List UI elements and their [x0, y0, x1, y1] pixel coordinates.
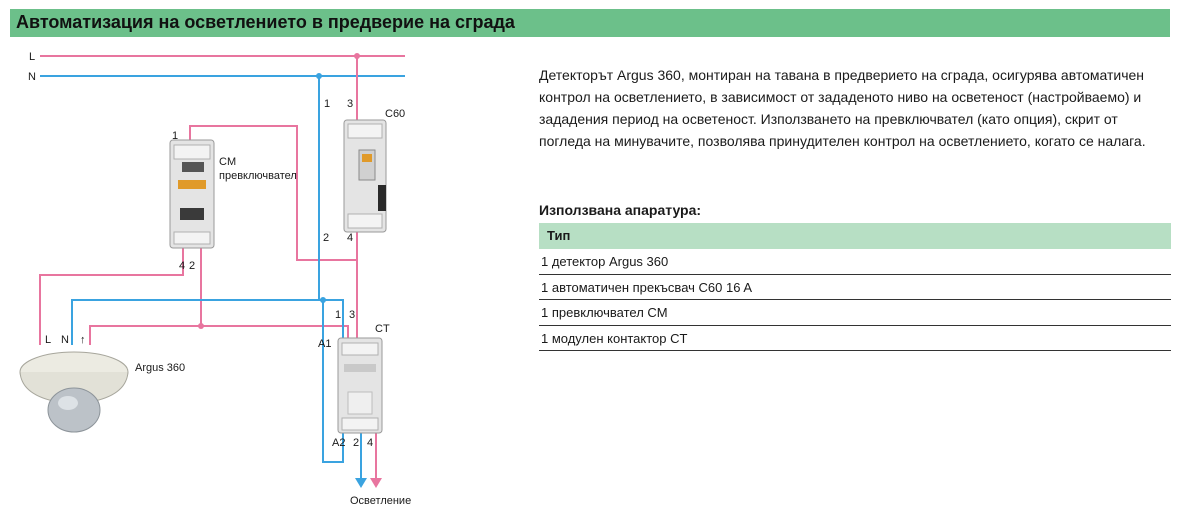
equipment-row: 1 модулен контактор CT: [539, 326, 1171, 352]
neutral-wiring: [72, 76, 361, 478]
cm-terminal-top: 1: [172, 130, 179, 142]
line-l-label: L: [29, 51, 36, 63]
c60-label: C60: [385, 108, 406, 120]
junction-l: [354, 53, 360, 59]
equipment-title: Използвана апаратура:: [539, 202, 702, 218]
argus-terminal-l: L: [45, 334, 52, 346]
equipment-table: [539, 223, 1171, 351]
ct-terminal-1: 1: [335, 309, 342, 321]
argus-terminal-out: ↑: [80, 334, 86, 346]
ct-terminal-a2: A2: [332, 437, 346, 449]
equipment-row: 1 превключвател CM: [539, 300, 1171, 326]
c60-terminal-top: 3: [347, 98, 354, 110]
ct-terminal-a1: A1: [318, 338, 332, 350]
cm-terminal-4: 4: [179, 260, 186, 272]
cm-terminal-2: 2: [189, 260, 196, 272]
output-label: Осветление: [350, 495, 412, 507]
argus-360-detector: [20, 352, 128, 432]
wiring-diagram: [0, 40, 520, 512]
page-title: Автоматизация на осветлението в предверие на сграда: [16, 12, 515, 32]
argus-terminal-n: N: [61, 334, 69, 346]
equipment-table-header: Тип: [539, 223, 1171, 249]
junction-n-ct: [320, 297, 326, 303]
junction-cm-out: [198, 323, 204, 329]
ct-contactor: [338, 338, 382, 433]
ct-terminal-2: 2: [353, 437, 360, 449]
n-bottom-label: 2: [323, 232, 330, 244]
ct-terminal-4: 4: [367, 437, 374, 449]
equipment-row: 1 детектор Argus 360: [539, 249, 1171, 275]
cm-switch: [170, 140, 214, 248]
output-arrow-live: [370, 478, 382, 488]
ct-terminal-3: 3: [349, 309, 356, 321]
line-n-label: N: [28, 71, 36, 83]
argus-label: Argus 360: [135, 362, 186, 374]
cm-label: CM: [219, 156, 237, 168]
c60-breaker: [344, 120, 386, 232]
cm-label-2: превключвател: [219, 170, 297, 182]
output-arrow-neutral: [355, 478, 367, 488]
title-bar: [10, 9, 1170, 37]
n-top-label: 1: [324, 98, 331, 110]
description: Детекторът Argus 360, монтиран на тавана в предверието на сграда, осигурява автоматичен контрол на осветлението, в зависимост от зададеното ниво на осветеност (настройваемо) и зададения период на осветеност. Използването на превключвател (като опция), скрит от погледа на минувачите, позволява принудителен контрол на осветлението, когато се налага.: [539, 67, 1146, 149]
junction-n: [316, 73, 322, 79]
equipment-row: 1 автоматичен прекъсвач C60 16 A: [539, 275, 1171, 301]
ct-label: CT: [375, 323, 390, 335]
c60-terminal-bottom: 4: [347, 232, 354, 244]
